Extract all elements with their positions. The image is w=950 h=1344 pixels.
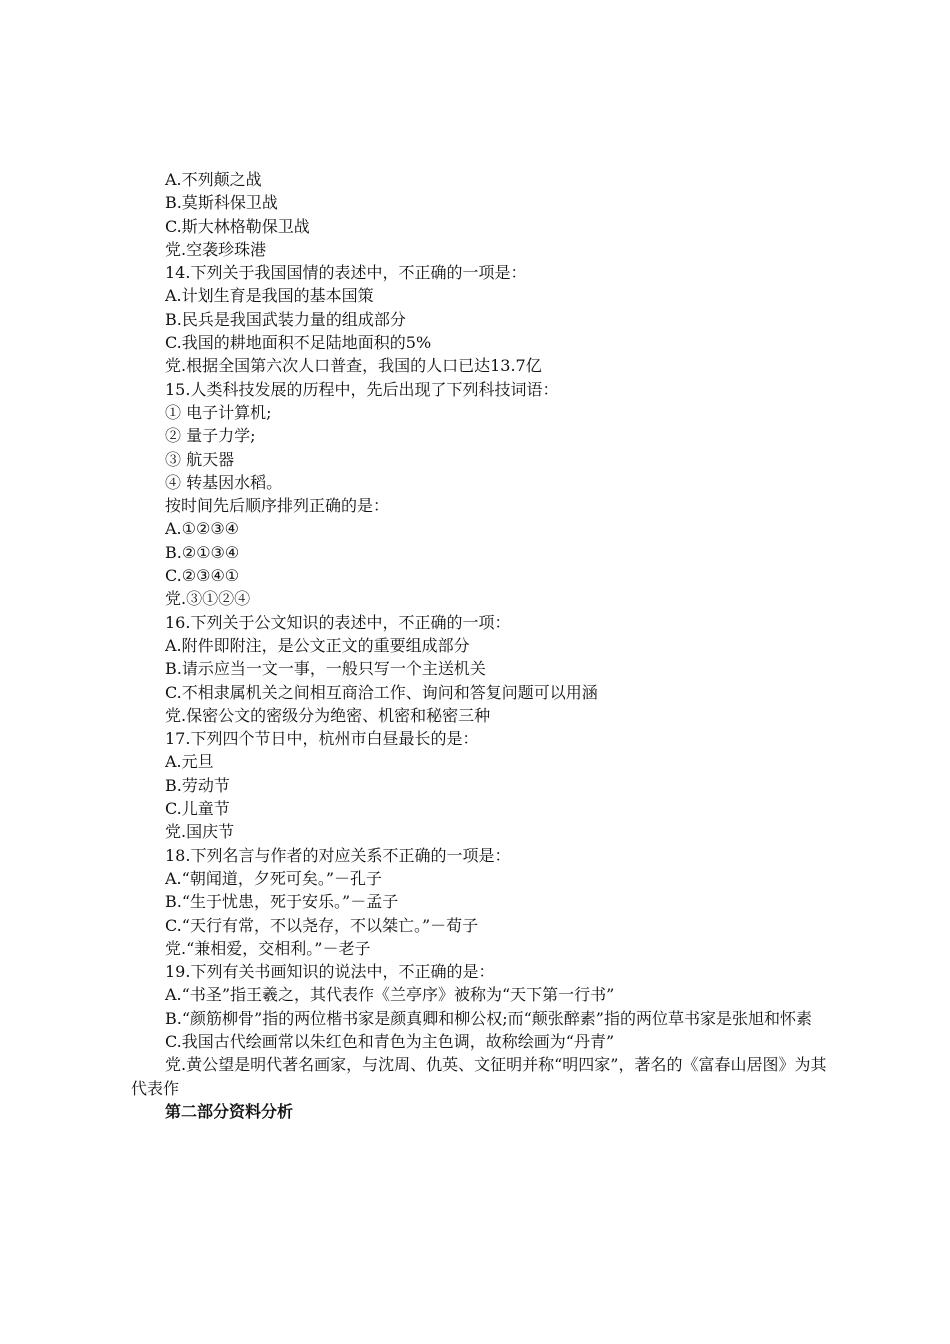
- option-14c: C.我国的耕地面积不足陆地面积的5%: [165, 333, 432, 353]
- section-heading: 第二部分资料分析: [165, 1101, 294, 1121]
- option-16d: 党.保密公文的密级分为绝密、机密和秘密三种: [165, 705, 491, 725]
- item-15-4: ④ 转基因水稻。: [165, 472, 283, 492]
- option-18b: B.“生于忧患，死于安乐。”－孟子: [165, 892, 399, 912]
- option-14d: 党.根据全国第六次人口普查，我国的人口已达13.7亿: [165, 356, 542, 376]
- option-13d: 党.空袭珍珠港: [165, 239, 267, 259]
- option-19d: 党.黄公望是明代著名画家，与沈周、仇英、文征明并称“明四家”，著名的《富春山居图》为其代表作: [131, 1055, 827, 1098]
- option-14b: B.民兵是我国武装力量的组成部分: [165, 309, 406, 329]
- option-15b: B.②①③④: [165, 542, 240, 562]
- option-19b: B.“颜筋柳骨”指的两位楷书家是颜真卿和柳公权;而“颠张醉素”指的两位草书家是张旭和怀素: [165, 1008, 812, 1028]
- option-19c: C.我国古代绘画常以朱红色和青色为主色调，故称绘画为“丹青”: [165, 1031, 615, 1051]
- question-17: 17.下列四个节日中，杭州市白昼最长的是：: [165, 729, 479, 749]
- option-18d: 党.“兼相爱，交相利。”－老子: [165, 938, 371, 958]
- option-13c: C.斯大林格勒保卫战: [165, 216, 310, 236]
- question-14: 14.下列关于我国国情的表述中，不正确的一项是：: [165, 263, 527, 283]
- option-16b: B.请示应当一文一事，一般只写一个主送机关: [165, 659, 486, 679]
- option-13a: A.不列颠之战: [165, 170, 262, 189]
- option-15c: C.②③④①: [165, 566, 240, 586]
- question-16: 16.下列关于公文知识的表述中，不正确的一项：: [165, 612, 511, 632]
- option-15d: 党.③①②④: [165, 589, 251, 609]
- question-19: 19.下列有关书画知识的说法中，不正确的是：: [165, 962, 495, 982]
- item-15-3: ③ 航天器: [165, 449, 235, 469]
- option-17a: A.元旦: [165, 752, 214, 772]
- question-15-prompt: 按时间先后顺序排列正确的是：: [165, 496, 390, 516]
- option-15a: A.①②③④: [165, 519, 240, 539]
- option-16a: A.附件即附注，是公文正文的重要组成部分: [165, 635, 470, 655]
- option-18c: C.“天行有常，不以尧存，不以桀亡。”－荀子: [165, 915, 479, 935]
- option-14a: A.计划生育是我国的基本国策: [165, 286, 374, 306]
- question-15: 15.人类科技发展的历程中，先后出现了下列科技词语：: [165, 379, 559, 399]
- question-18: 18.下列名言与作者的对应关系不正确的一项是：: [165, 845, 511, 865]
- item-15-1: ① 电子计算机;: [165, 402, 272, 422]
- item-15-2: ② 量子力学;: [165, 426, 256, 446]
- option-17c: C.儿童节: [165, 799, 230, 819]
- option-17b: B.劳动节: [165, 775, 230, 795]
- option-17d: 党.国庆节: [165, 822, 235, 842]
- option-19a: A.“书圣”指王羲之，其代表作《兰亭序》被称为“天下第一行书”: [165, 985, 615, 1005]
- document-page: [131, 168, 831, 1123]
- option-16c: C.不相隶属机关之间相互商洽工作、询问和答复问题可以用涵: [165, 682, 598, 702]
- option-13b: B.莫斯科保卫战: [165, 193, 278, 213]
- option-18a: A.“朝闻道，夕死可矣。”－孔子: [165, 868, 383, 888]
